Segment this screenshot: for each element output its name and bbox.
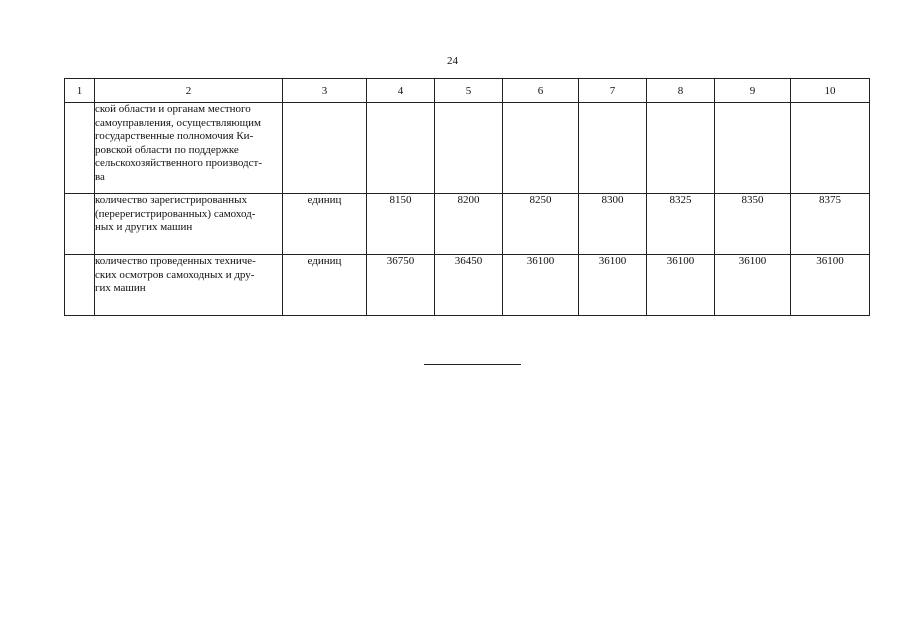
value-cell: [791, 103, 870, 194]
value-cell: 8200: [435, 194, 503, 255]
header-cell: 3: [283, 79, 367, 103]
header-cell: 7: [579, 79, 647, 103]
indicator-description: ской области и органам местного самоуправления, осуществляющим государственные полномочия Ки- ровской области по поддержке сельскохозяйственного производст- ва: [95, 103, 283, 194]
header-cell: 5: [435, 79, 503, 103]
value-cell: 8250: [503, 194, 579, 255]
header-cell: 9: [715, 79, 791, 103]
indicator-description: количество проведенных техниче- ских осмотров самоходных и дру- гих машин: [95, 255, 283, 316]
header-cell: 4: [367, 79, 435, 103]
table-row: [65, 255, 870, 316]
header-row: [65, 79, 870, 103]
header-cell: 10: [791, 79, 870, 103]
value-cell: 8300: [579, 194, 647, 255]
value-cell: 8375: [791, 194, 870, 255]
row-number-cell: [65, 255, 95, 316]
value-cell: 8350: [715, 194, 791, 255]
row-number-cell: [65, 194, 95, 255]
unit-cell: единиц: [283, 255, 367, 316]
value-cell: 36100: [503, 255, 579, 316]
value-cell: 36100: [579, 255, 647, 316]
row-number-cell: [65, 103, 95, 194]
value-cell: 36750: [367, 255, 435, 316]
value-cell: 36100: [715, 255, 791, 316]
header-cell: 8: [647, 79, 715, 103]
table-row: [65, 103, 870, 194]
value-cell: [579, 103, 647, 194]
value-cell: 36100: [791, 255, 870, 316]
value-cell: 8150: [367, 194, 435, 255]
value-cell: [715, 103, 791, 194]
page-number: 24: [447, 55, 458, 67]
header-cell: 6: [503, 79, 579, 103]
data-table: [64, 78, 870, 316]
value-cell: [367, 103, 435, 194]
table-row: [65, 194, 870, 255]
value-cell: [503, 103, 579, 194]
unit-cell: [283, 103, 367, 194]
end-of-document-line: [424, 364, 521, 365]
value-cell: 36450: [435, 255, 503, 316]
indicator-description: количество зарегистрированных (перерегистрированных) самоход- ных и других машин: [95, 194, 283, 255]
header-cell: 1: [65, 79, 95, 103]
value-cell: 36100: [647, 255, 715, 316]
unit-cell: единиц: [283, 194, 367, 255]
value-cell: [435, 103, 503, 194]
header-cell: 2: [95, 79, 283, 103]
value-cell: 8325: [647, 194, 715, 255]
value-cell: [647, 103, 715, 194]
